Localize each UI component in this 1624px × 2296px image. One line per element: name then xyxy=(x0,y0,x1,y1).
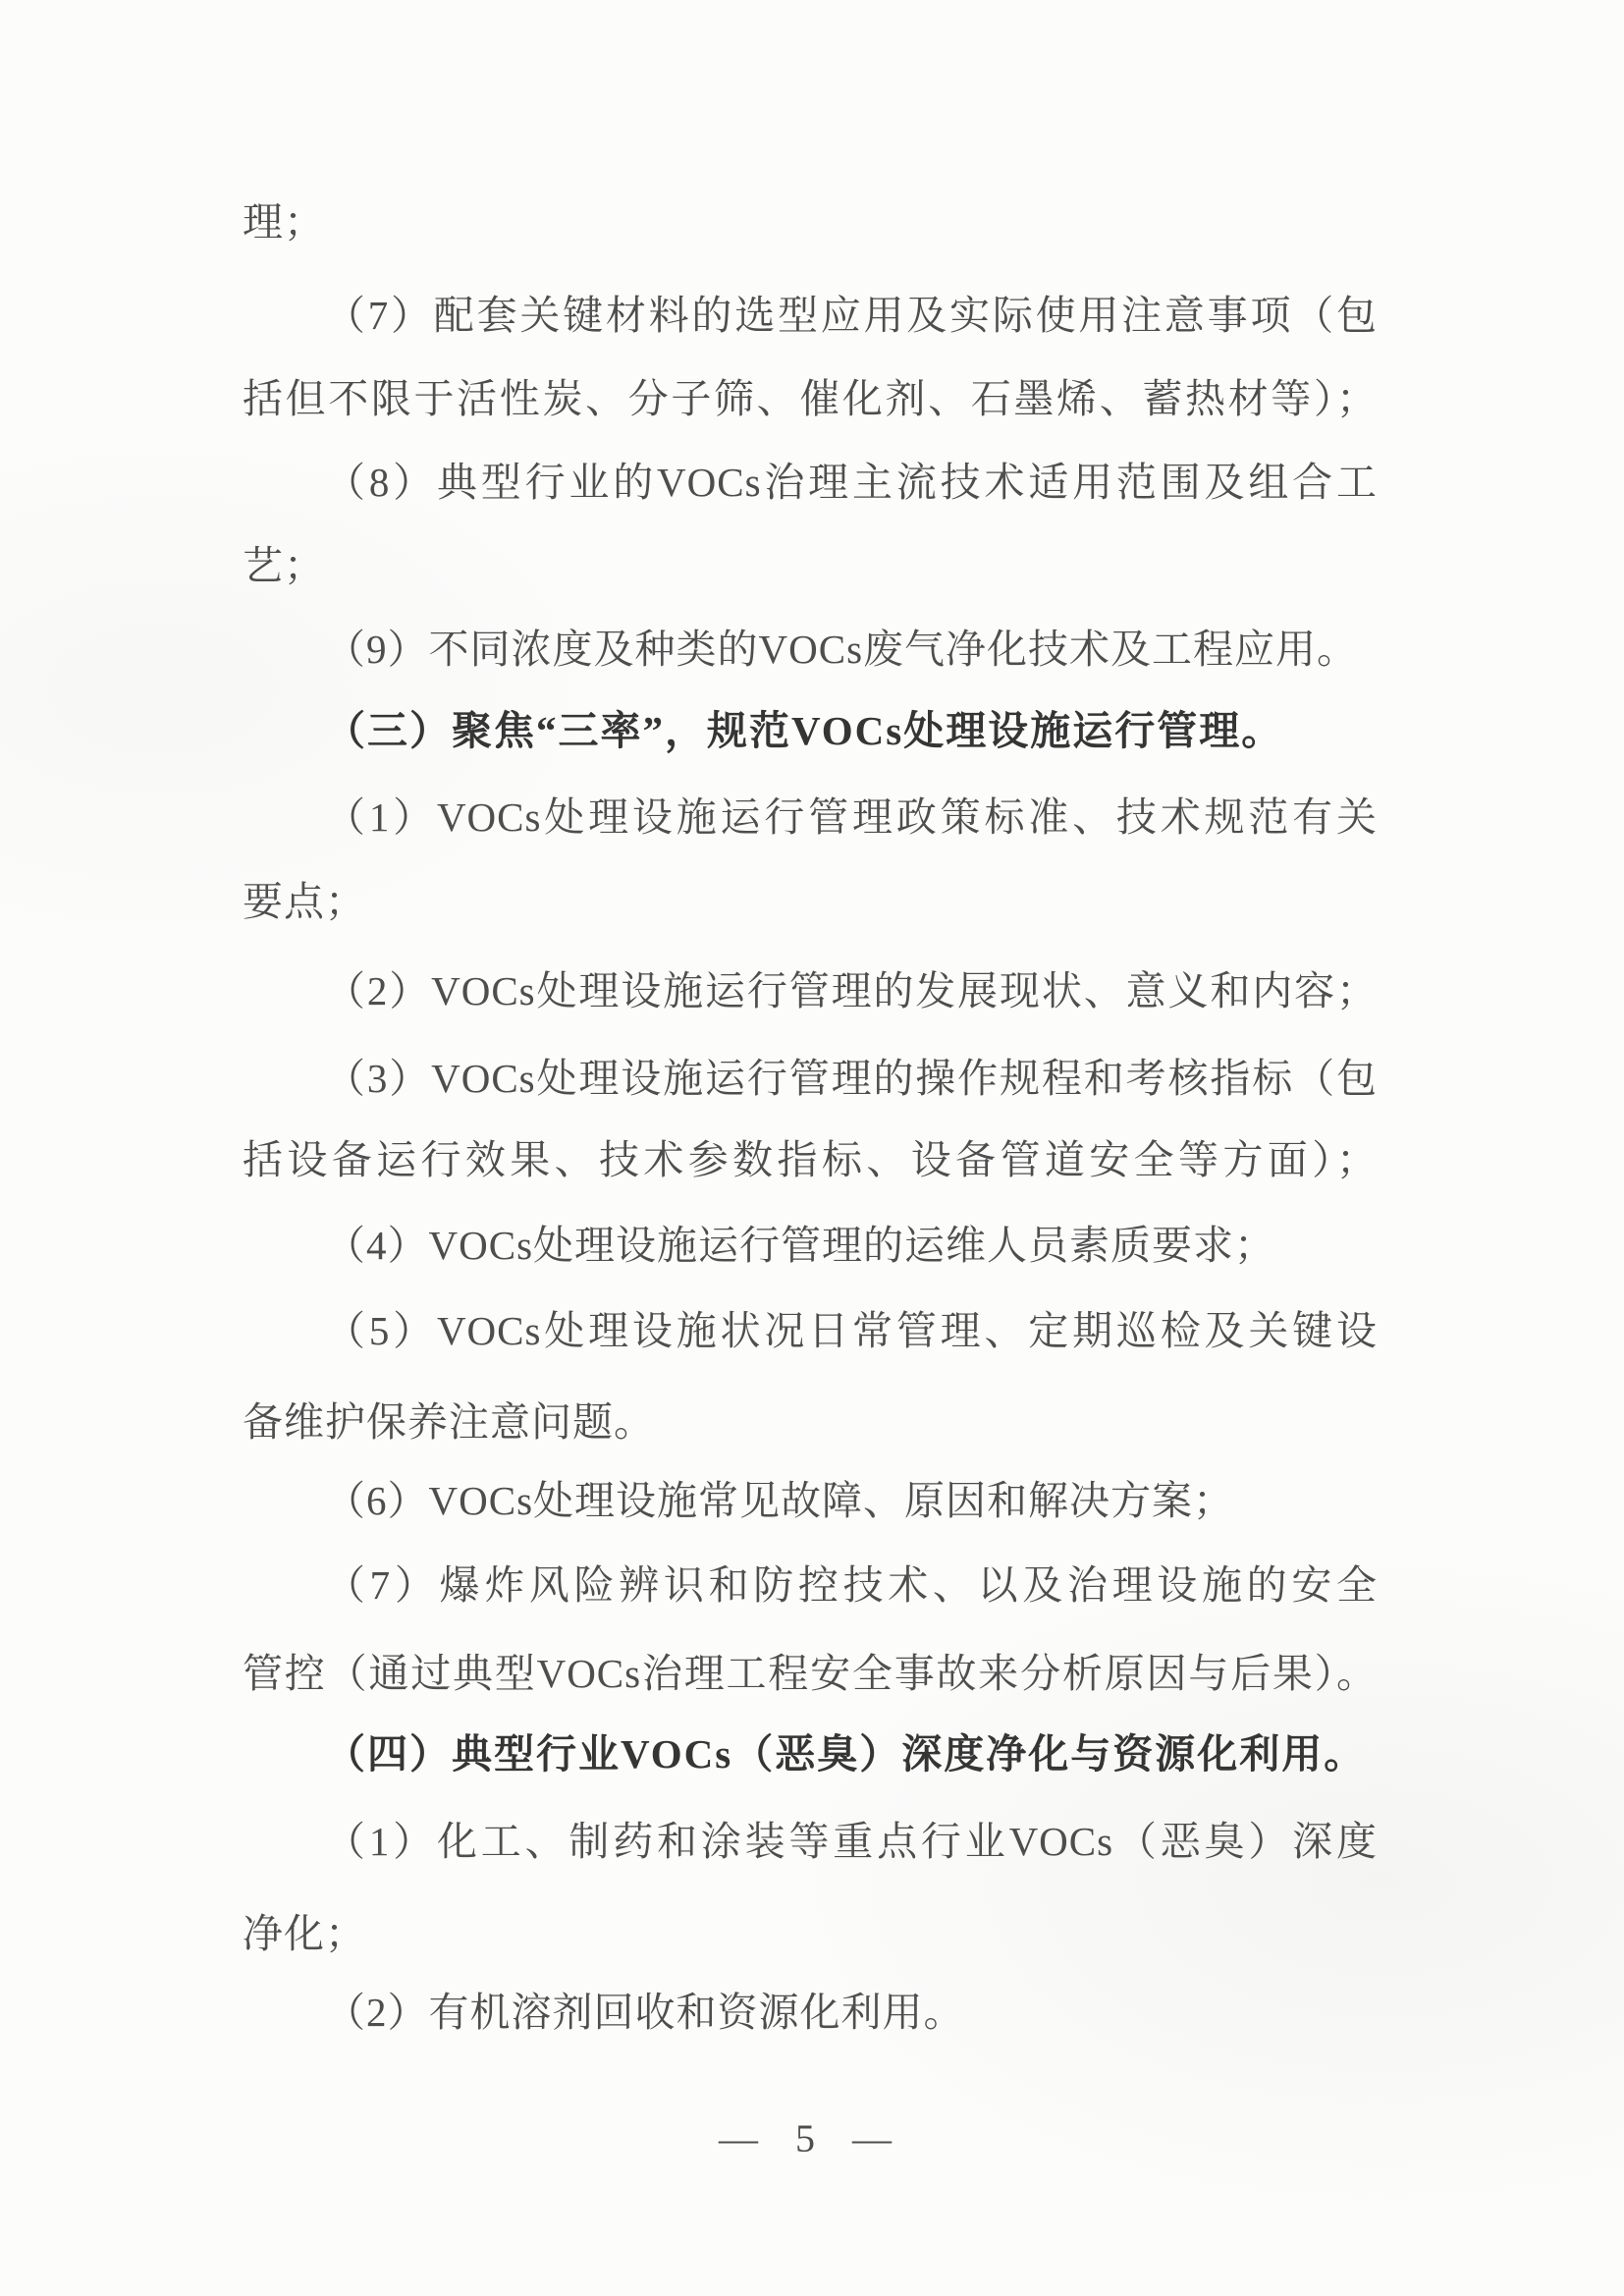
text-line: （9）不同浓度及种类的VOCs废气净化技术及工程应用。 xyxy=(325,627,1359,672)
text-line: （6）VOCs处理设施常见故障、原因和解决方案； xyxy=(325,1478,1235,1523)
text-line: （7）配套关键材料的选型应用及实际使用注意事项（包 xyxy=(325,293,1378,338)
text-line: （3）VOCs处理设施运行管理的操作规程和考核指标（包 xyxy=(325,1056,1378,1101)
text-line: （8）典型行业的VOCs治理主流技术适用范围及组合工 xyxy=(325,460,1378,505)
text-line: 艺； xyxy=(243,543,325,588)
text-line: 管控（通过典型VOCs治理工程安全事故来分析原因与后果）。 xyxy=(243,1651,1378,1696)
text-line: 备维护保养注意问题。 xyxy=(243,1399,655,1445)
section-heading-3: （三）聚焦“三率”，规范VOCs处理设施运行管理。 xyxy=(325,708,1284,753)
text-line: 括设备运行效果、技术参数指标、设备管道安全等方面）； xyxy=(243,1137,1378,1182)
text-line: 理； xyxy=(243,199,325,245)
text-line: （1）化工、制药和涂装等重点行业VOCs（恶臭）深度 xyxy=(325,1819,1378,1864)
text-line: 要点； xyxy=(243,879,366,924)
text-line: 净化； xyxy=(243,1911,366,1956)
text-line: （5）VOCs处理设施状况日常管理、定期巡检及关键设 xyxy=(325,1308,1378,1353)
page-number: — 5 — xyxy=(719,2116,905,2160)
text-line: 括但不限于活性炭、分子筛、催化剂、石墨烯、蓄热材等）； xyxy=(243,376,1378,421)
text-line: （2）有机溶剂回收和资源化利用。 xyxy=(325,1990,965,2035)
text-line: （7）爆炸风险辨识和防控技术、以及治理设施的安全 xyxy=(325,1562,1378,1608)
text-line: （2）VOCs处理设施运行管理的发展现状、意义和内容； xyxy=(325,968,1378,1013)
text-line: （4）VOCs处理设施运行管理的运维人员素质要求； xyxy=(325,1223,1276,1268)
section-heading-4: （四）典型行业VOCs（恶臭）深度净化与资源化利用。 xyxy=(325,1731,1367,1777)
text-line: （1）VOCs处理设施运行管理政策标准、技术规范有关 xyxy=(325,794,1378,840)
